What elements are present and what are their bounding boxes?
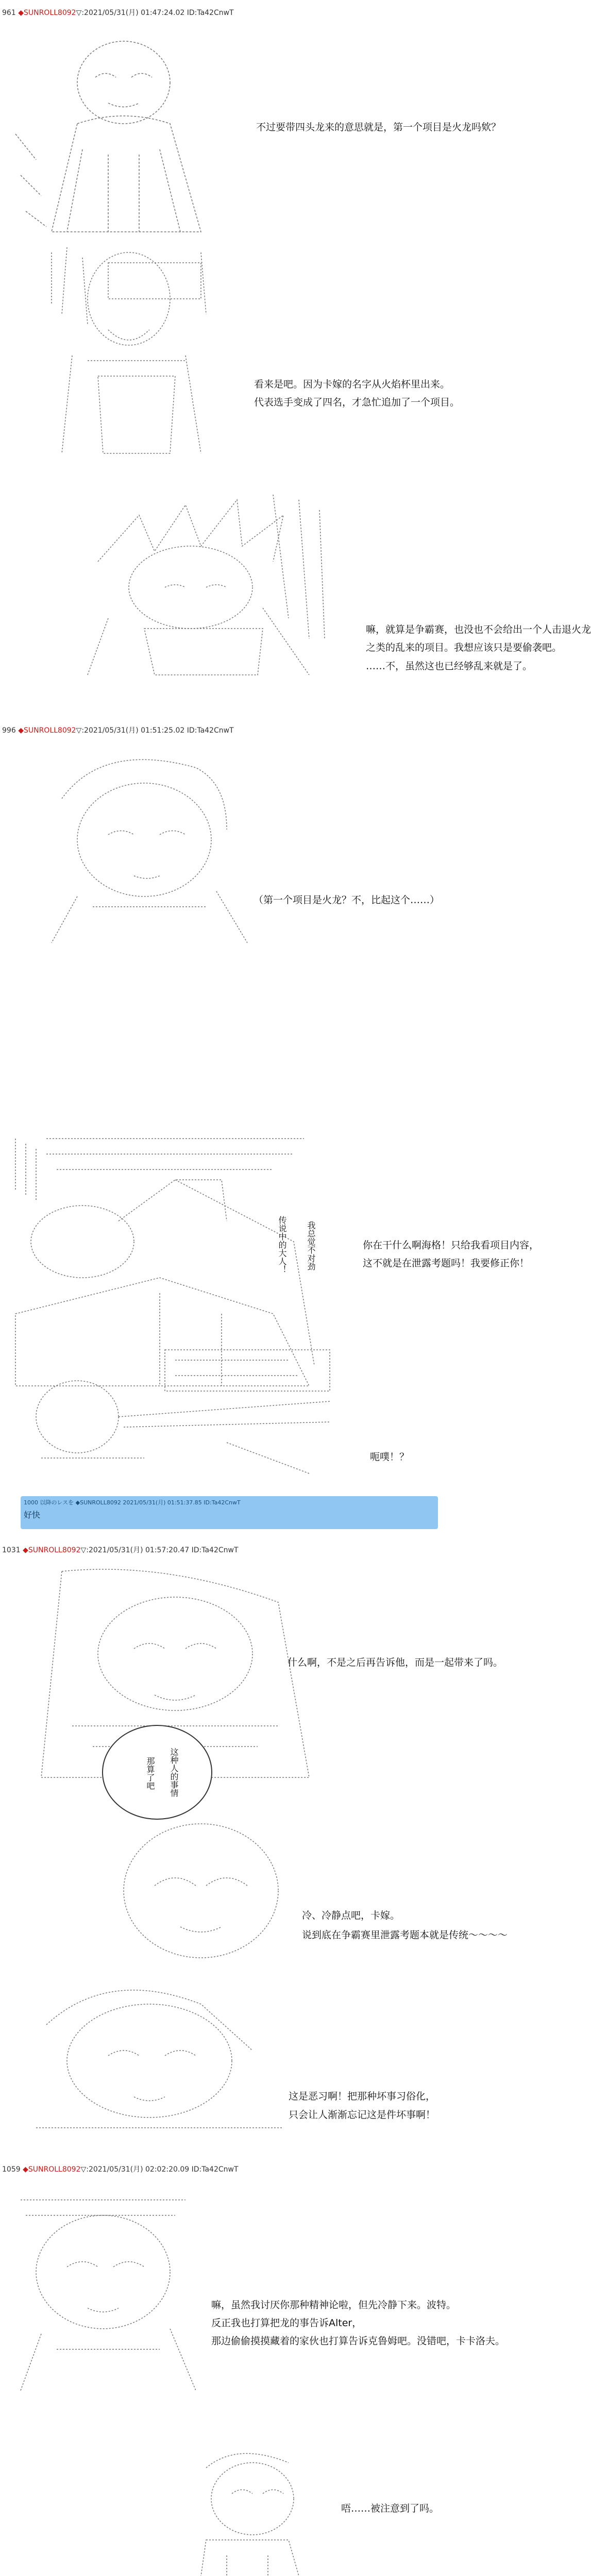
dialogue-line: 那边偷偷摸摸藏着的家伙也打算告诉克鲁姆吧。没错吧，卡卡洛夫。	[211, 2335, 505, 2347]
dialogue-line: 说到底在争霸赛里泄露考题本就是传统～～～～	[302, 1929, 508, 1941]
post-meta: ▽:2021/05/31(月) 01:57:20.47 ID:Ta42CnwT	[80, 1546, 239, 1554]
post-header-996	[2, 725, 234, 735]
speech-bubble	[102, 1725, 212, 1820]
dialogue-line: 不过要带四头龙来的意思就是，第一个项目是火龙吗欸？	[256, 122, 501, 133]
trip-diamond: ◆	[23, 1546, 28, 1554]
ascii-art-figure-9	[15, 1973, 304, 2138]
post-number: 996	[2, 726, 16, 735]
poster-name[interactable]: SUNROLL8092	[23, 726, 76, 735]
bubble-vertical-text: 那算了吧	[145, 1757, 155, 1790]
post-meta: ▽:2021/05/31(月) 01:51:25.02 ID:Ta42CnwT	[76, 726, 234, 735]
ascii-art-figure-6	[21, 1340, 361, 1484]
ascii-art-figure-8	[103, 1814, 299, 1968]
poster-name[interactable]: SUNROLL8092	[28, 1546, 81, 1554]
dialogue-line: 嘛，就算是争霸赛，也没也不会给出一个人击退火龙	[366, 624, 591, 635]
post-header-1059	[2, 2164, 239, 2174]
ascii-art-figure-2	[31, 242, 227, 459]
dialogue-line: 你在干什么啊海格！只给我看项目内容，	[363, 1240, 539, 1251]
post-header-961	[2, 7, 234, 18]
poster-name[interactable]: SUNROLL8092	[28, 2165, 81, 2174]
reply-header: 1000 以降のレスを ◆SUNROLL8092 2021/05/31(月) 01:51:37.85 ID:Ta42CnwT	[24, 1499, 241, 1506]
post-header-1031	[2, 1545, 239, 1555]
trip-diamond: ◆	[23, 2165, 28, 2174]
dialogue-line: 唔……被注意到了吗。	[341, 2503, 440, 2514]
reply-highlight-box[interactable]	[21, 1496, 438, 1529]
dialogue-line: 什么啊，不是之后再告诉他，而是一起带来了吗。	[288, 1657, 503, 1668]
ascii-art-figure-10	[10, 2184, 206, 2391]
dialogue-line: 看来是吧。因为卡嫁的名字从火焰杯里出来。	[254, 379, 450, 390]
ascii-art-figure-11	[185, 2442, 330, 2576]
dialogue-line: ……不，虽然这也已经够乱来就是了。	[366, 660, 533, 672]
post-number: 1031	[2, 1546, 21, 1554]
ascii-art-figure-1	[5, 26, 232, 242]
dialogue-line: 这是恶习啊！把那种坏事习俗化，	[289, 2091, 436, 2102]
dialogue-line: 之类的乱来的项目。我想应该只是要偷袭吧。	[366, 642, 562, 653]
dialogue-line: 代表选手变成了四名，才急忙追加了一个项目。	[254, 397, 460, 408]
dialogue-line: 冷、冷静点吧，卡嫁。	[302, 1910, 400, 1921]
dialogue-line: 反正我也打算把龙的事告诉Alter，	[211, 2317, 362, 2329]
trip-diamond: ◆	[18, 9, 24, 17]
post-meta: ▽:2021/05/31(月) 01:47:24.02 ID:Ta42CnwT	[76, 9, 234, 17]
reply-text: 好快	[24, 1510, 41, 1520]
dialogue-line: 这不就是在泄露考题吗！我要修正你！	[363, 1258, 530, 1269]
bubble-vertical-text: 这种人的事情	[169, 1748, 179, 1797]
dialogue-line: 嘛，虽然我讨厌你那种精神论啦，但先冷静下来。波特。	[211, 2299, 457, 2311]
ascii-art-figure-4	[31, 742, 258, 943]
trip-diamond: ◆	[18, 726, 24, 735]
poster-name[interactable]: SUNROLL8092	[23, 9, 76, 17]
dialogue-line: 呃噗！？	[370, 1451, 410, 1463]
ascii-art-figure-3	[67, 484, 356, 680]
dialogue-line: 只会让人渐渐忘记这是件坏事啊！	[289, 2109, 436, 2121]
side-vertical-text: 传说中的大人！	[277, 1216, 287, 1274]
post-meta: ▽:2021/05/31(月) 02:02:20.09 ID:Ta42CnwT	[80, 2165, 239, 2174]
post-number: 1059	[2, 2165, 21, 2174]
post-number: 961	[2, 9, 16, 17]
dialogue-line: （第一个项目是火龙？不，比起这个……）	[254, 894, 440, 906]
side-vertical-text: 我总觉不对劲	[306, 1221, 316, 1270]
